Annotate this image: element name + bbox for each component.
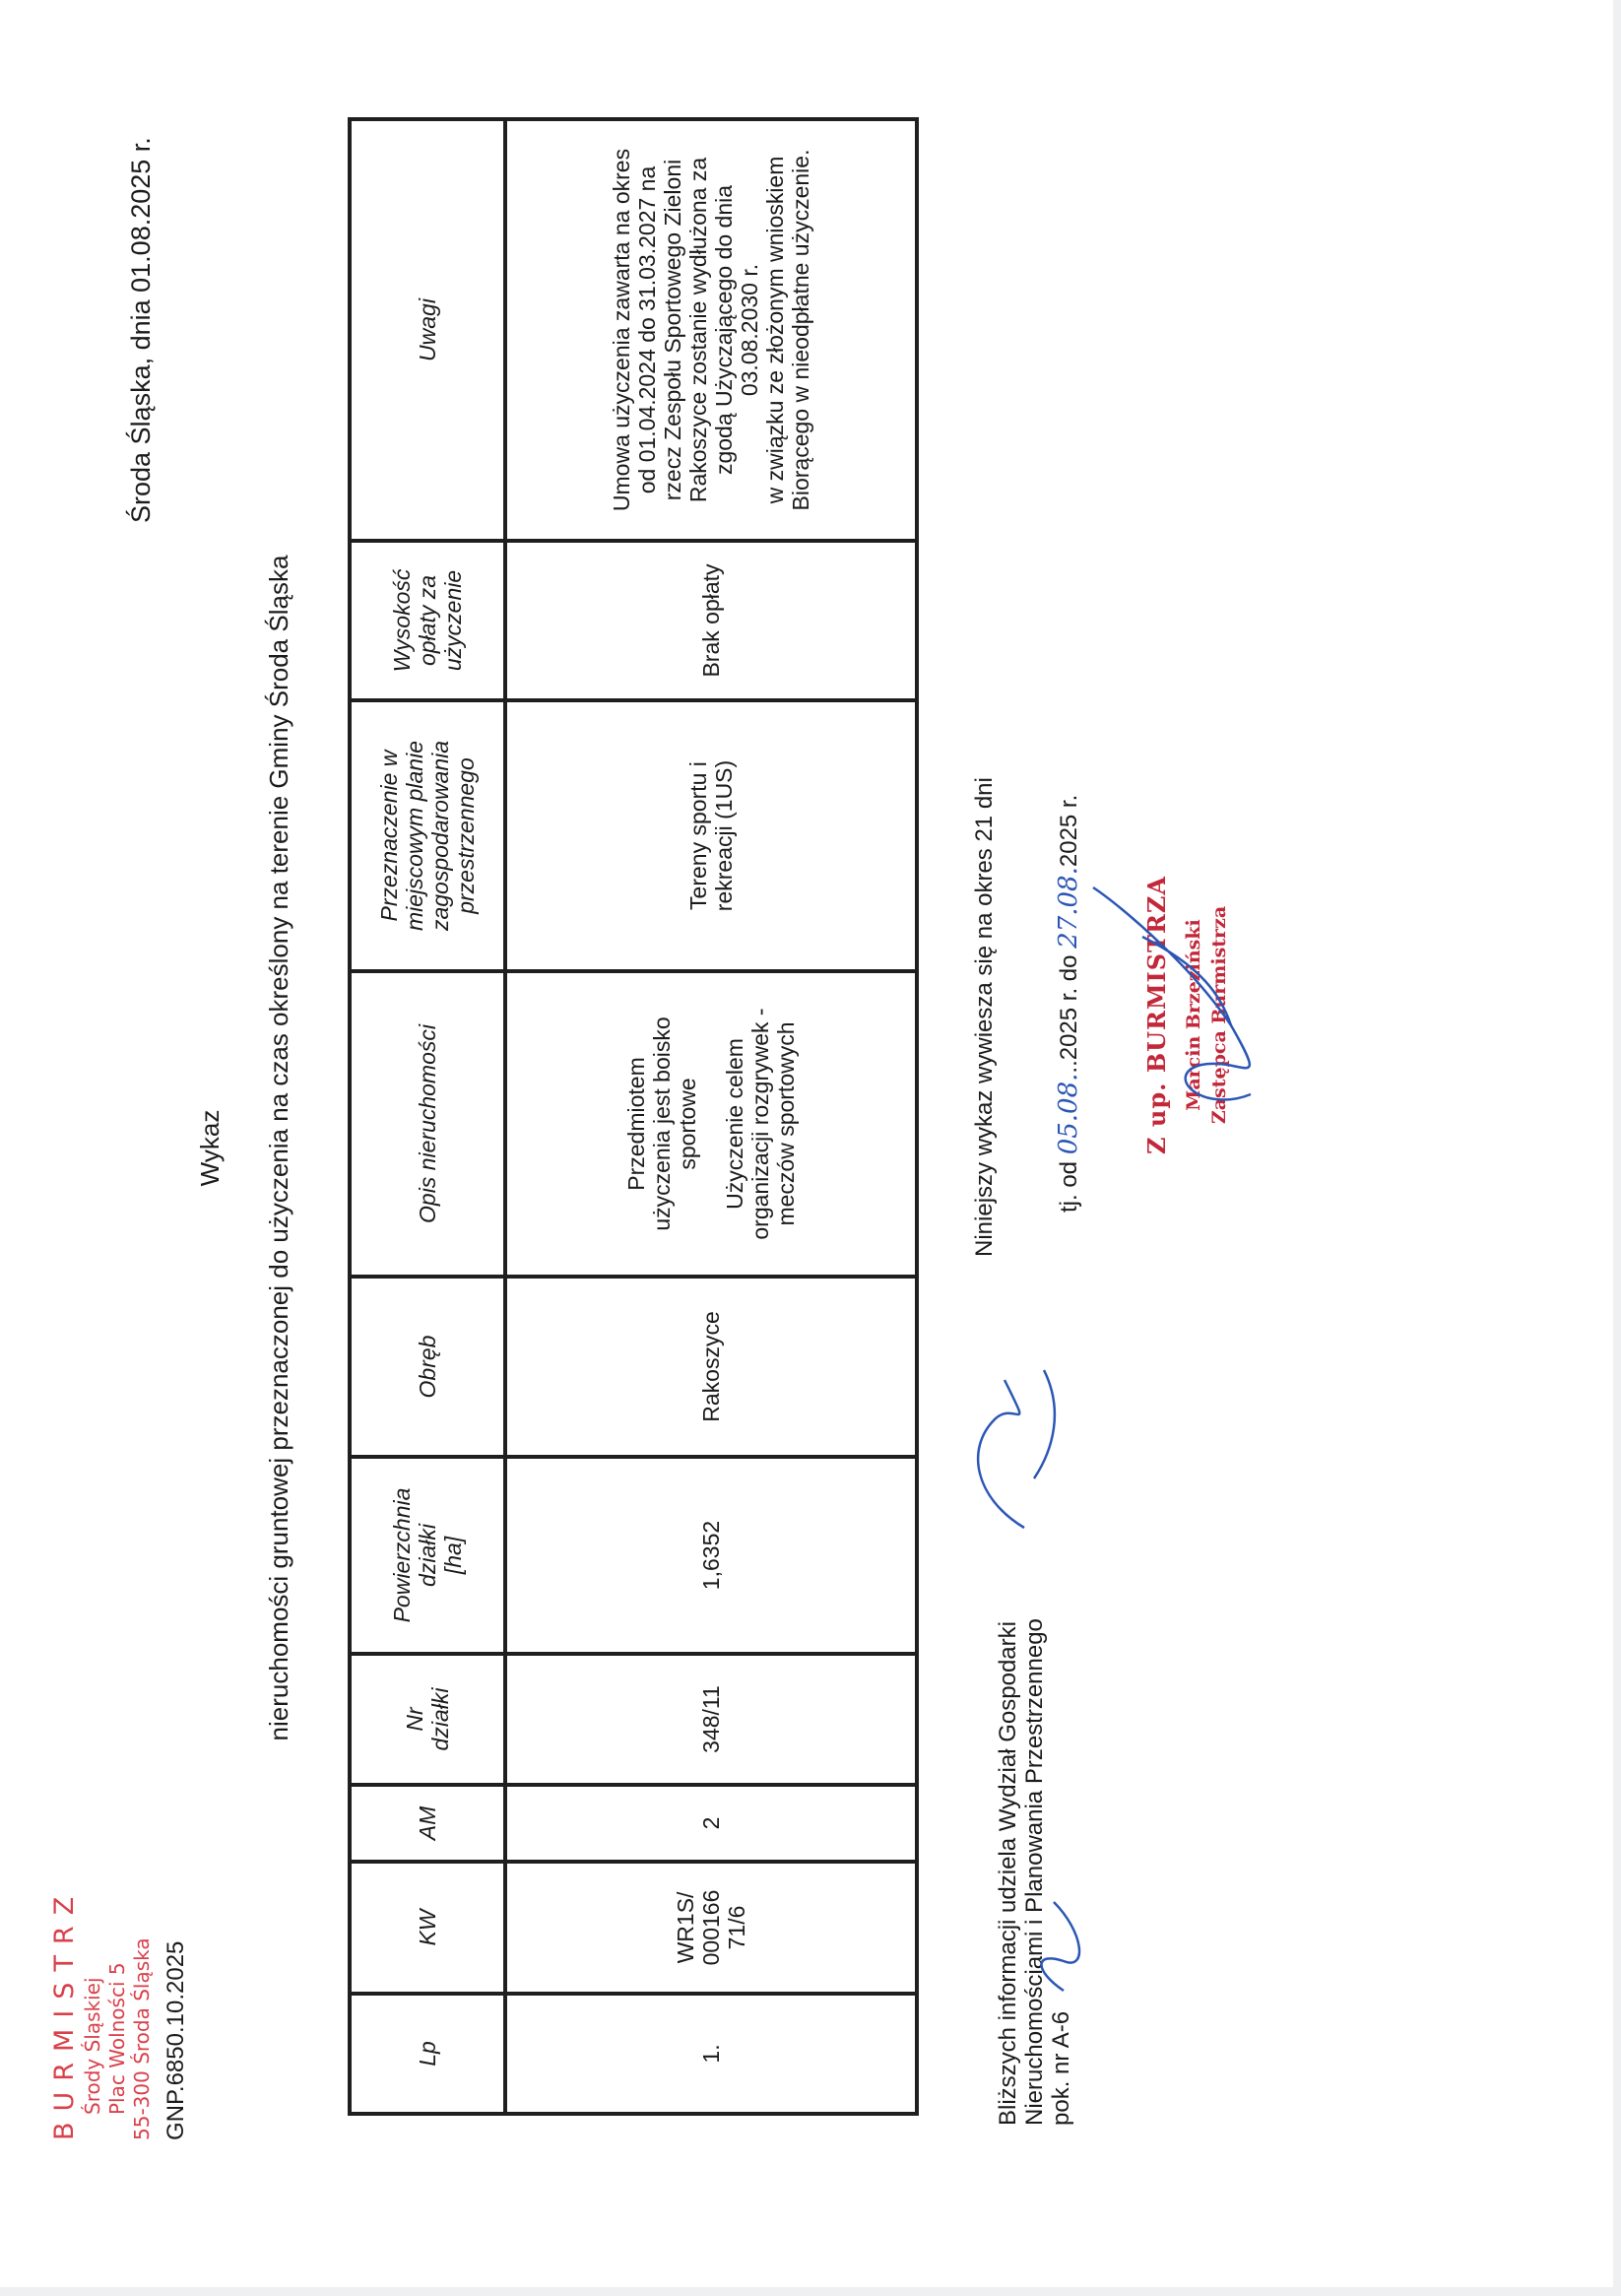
cell-lp: 1. [505, 1994, 917, 2114]
scan-edge-right [1613, 0, 1621, 2296]
cell-wysokosc-oplaty: Brak opłaty [505, 541, 917, 700]
document-date: Środa Śląska, dnia 01.08.2025 r. [126, 137, 156, 523]
header-nr-dzialki: Nr działki [350, 1654, 505, 1785]
reference-number: GNP.6850.10.2025 [162, 1940, 189, 2140]
cell-opis: Przedmiotem użyczenia jest boisko sportowe Użyczenie celem organizacji rozgrywek - meczów sportowych [505, 971, 917, 1277]
signature-stamp-line-3: Zastępca Burmistrza [1208, 905, 1230, 1125]
cell-am: 2 [505, 1785, 917, 1862]
cell-obreb: Rakoszyce [505, 1277, 917, 1457]
stamp-line-1: Środy Śląskiej [81, 1977, 104, 2115]
initials-mark [1024, 1892, 1103, 2001]
header-wysokosc-oplaty: Wysokość opłaty za użyczenie [350, 541, 505, 700]
posting-notice: Niniejszy wykaz wywiesza się na okres 21 dni [971, 777, 998, 1257]
scan-edge-bottom [0, 2287, 1621, 2296]
table-row [505, 119, 917, 2114]
cell-uwagi: Umowa użyczenia zawarta na okres od 01.04.2024 do 31.03.2027 na rzecz Zespołu Sportowego Zieloni Rakoszyce zostanie wydłużona za zgodą Użyczającego do dnia 03.08.2030 r. w związku ze złożonym wnioskiem Biorącego w nieodpłatne użyczenie. [505, 119, 917, 541]
posting-period [1054, 795, 1083, 1213]
header-powierzchnia: Powierzchnia działki [ha] [350, 1457, 505, 1654]
property-table [348, 117, 919, 2116]
period-suffix: 2025 r. [1056, 794, 1082, 868]
contact-info-line-2: Nieruchomościami i Planowania Przestrzennego [1021, 1618, 1048, 2126]
cell-nr-dzialki: 348/11 [505, 1654, 917, 1785]
header-kw: KW [350, 1862, 505, 1994]
cell-kw: WR1S/ 000166 71/6 [505, 1862, 917, 1994]
period-from-handwritten: 05.08. [1054, 1073, 1083, 1155]
header-opis: Opis nieruchomości [350, 971, 505, 1277]
document-title: Wykaz [195, 1109, 225, 1187]
header-uwagi: Uwagi [350, 119, 505, 541]
stamp-line-2: Plac Wolności 5 [105, 1962, 129, 2115]
document-subtitle: nieruchomości gruntowej przeznaczonej do użyczenia na czas określony na terenie Gminy Środa Śląska [264, 555, 293, 1741]
header-przeznaczenie: Przeznaczenie w miejscowym planie zagospodarowania przestrzennego [350, 700, 505, 971]
period-mid: ..2025 r. do [1056, 954, 1082, 1074]
handwritten-signature-main [1083, 878, 1310, 1134]
contact-info [995, 1618, 1074, 2126]
period-to-handwritten: 27.08. [1054, 867, 1083, 949]
contact-info-line-3: pok. nr A-6 [1048, 2010, 1074, 2126]
stamp-brand: BURMISTRZ [49, 1885, 80, 2140]
header-lp: Lp [350, 1994, 505, 2114]
period-prefix: tj. od [1056, 1160, 1082, 1213]
contact-info-line-1: Bliższych informacji udziela Wydział Gospodarki [995, 1621, 1021, 2126]
signature-stamp-line-2: Marcin Brzeziński [1183, 919, 1204, 1111]
handwritten-signature-info [965, 1360, 1073, 1538]
stamp-line-3: 55-300 Środa Śląska [130, 1937, 154, 2140]
office-stamp [49, 1886, 155, 2140]
header-am: AM [350, 1785, 505, 1862]
cell-przeznaczenie: Tereny sportu i rekreacji (1US) [505, 700, 917, 971]
table-header-row [350, 119, 505, 2114]
cell-powierzchnia: 1,6352 [505, 1457, 917, 1654]
signature-stamp-line-1: Z up. BURMISTRZA [1142, 875, 1171, 1154]
header-obreb: Obręb [350, 1277, 505, 1457]
